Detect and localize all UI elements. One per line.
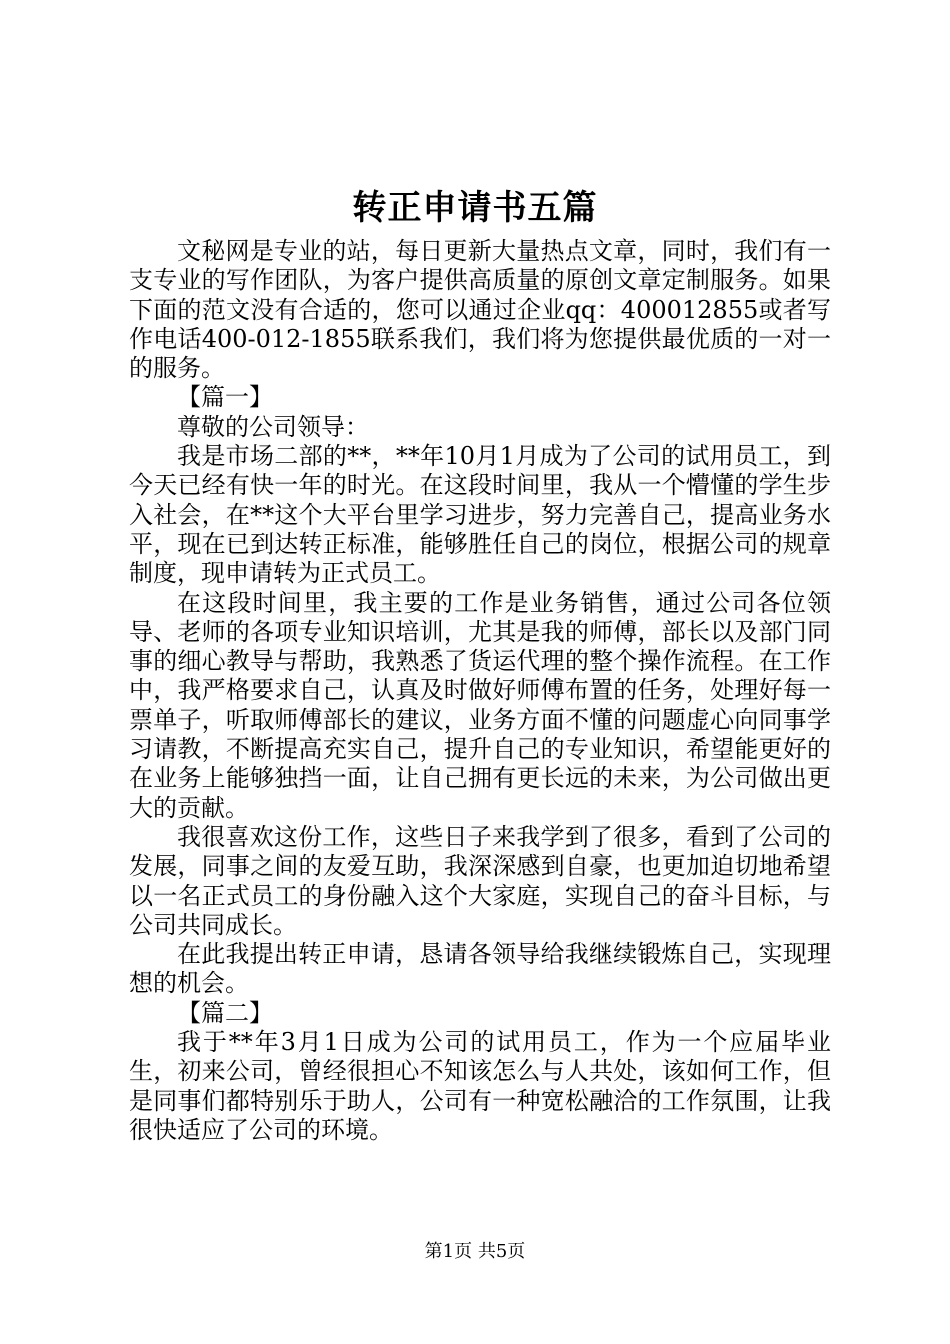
document-title: 转正申请书五篇	[352, 188, 598, 228]
body-paragraph: 在此我提出转正申请，恳请各领导给我继续锻炼自己，实现理想的机会。	[129, 940, 831, 998]
intro-paragraph: 文秘网是专业的站，每日更新大量热点文章，同时，我们有一支专业的写作团队，为客户提供高质量的原创文章定制服务。如果下面的范文没有合适的，您可以通过企业qq：400012855或者写作电话400-012-1855联系我们，我们将为您提供最优质的一对一的服务。	[129, 237, 831, 383]
document-body	[129, 237, 831, 1145]
body-paragraph: 我于**年3月1日成为公司的试用员工，作为一个应届毕业生，初来公司，曾经很担心不知该怎么与人共处，该如何工作，但是同事们都特别乐于助人，公司有一种宽松融洽的工作氛围，让我很快适应了公司的环境。	[129, 1028, 831, 1144]
body-paragraph: 我是市场二部的**，**年10月1月成为了公司的试用员工，到今天已经有快一年的时光。在这段时间里，我从一个懵懂的学生步入社会，在**这个大平台里学习进步，努力完善自己，提高业务水平，现在已到达转正标准，能够胜任自己的岗位，根据公司的规章制度，现申请转为正式员工。	[129, 442, 831, 588]
body-paragraph: 在这段时间里，我主要的工作是业务销售，通过公司各位领导、老师的各项专业知识培训，尤其是我的师傅，部长以及部门同事的细心教导与帮助，我熟悉了货运代理的整个操作流程。在工作中，我严格要求自己，认真及时做好师傅布置的任务，处理好每一票单子，听取师傅部长的建议，业务方面不懂的问题虚心向同事学习请教，不断提高充实自己，提升自己的专业知识，希望能更好的在业务上能够独挡一面，让自己拥有更长远的未来，为公司做出更大的贡献。	[129, 588, 831, 822]
section-heading-1: 【篇一】	[177, 383, 273, 412]
section-heading-2: 【篇二】	[177, 998, 273, 1027]
page-number-footer: 第1页 共5页	[424, 1241, 526, 1262]
salutation: 尊敬的公司领导：	[177, 412, 369, 441]
body-paragraph: 我很喜欢这份工作，这些日子来我学到了很多，看到了公司的发展，同事之间的友爱互助，我深深感到自豪，也更加迫切地希望以一名正式员工的身份融入这个大家庭，实现自己的奋斗目标，与公司共同成长。	[129, 822, 831, 939]
